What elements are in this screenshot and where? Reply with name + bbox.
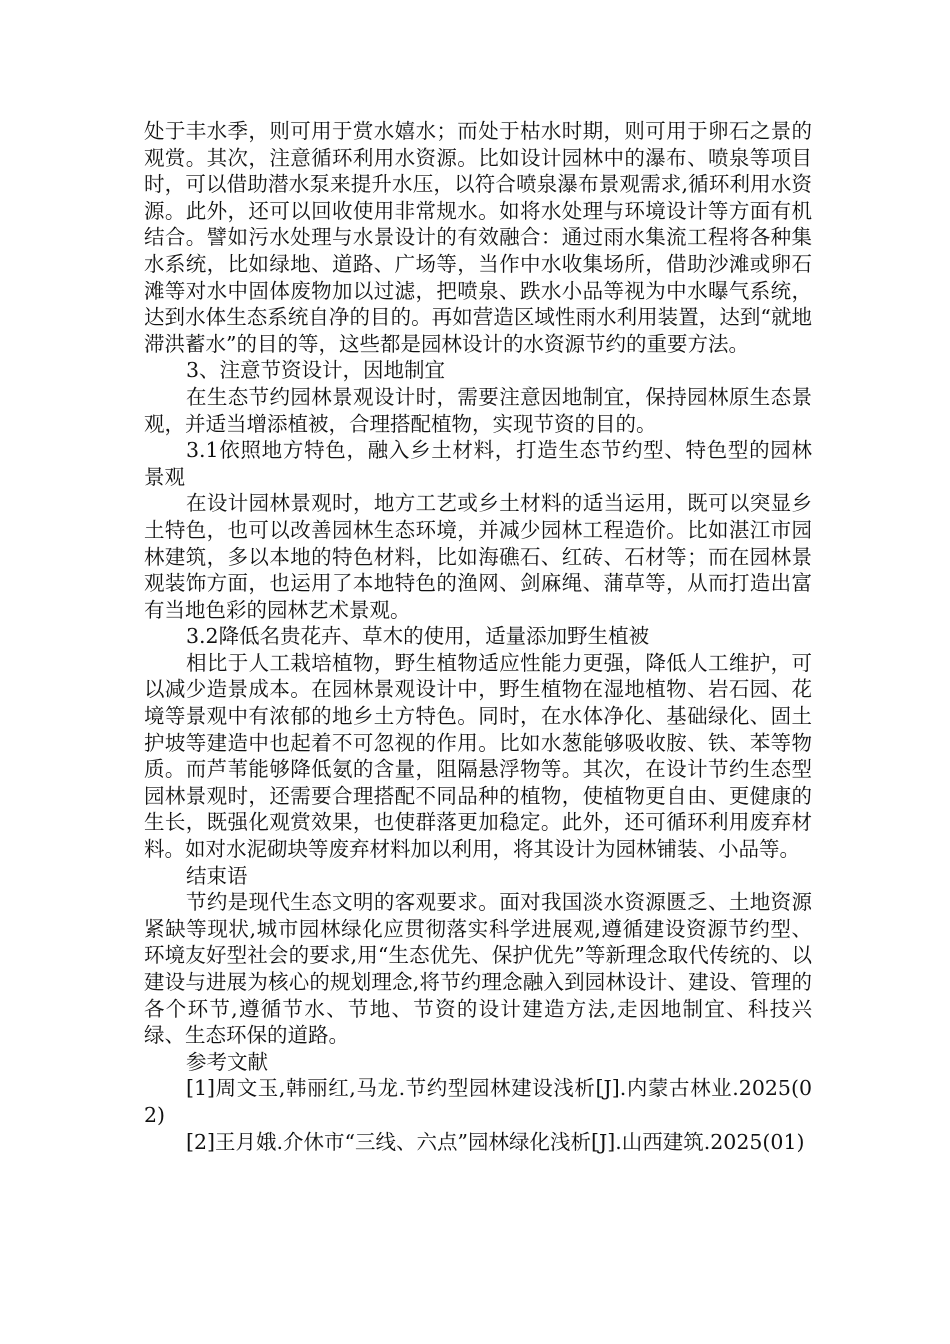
body-paragraph-water-reuse: 处于丰水季，则可用于赏水嬉水；而处于枯水时期，则可用于卵石之景的观赏。其次，注意循环利用水资源。比如设计园林中的瀑布、喷泉等项目时，可以借助潜水泵来提升水压，以符合喷泉瀑布景观需求,循环利用水资源。此外，还可以回收使用非常规水。如将水处理与环境设计等方面有机结合。譬如污水处理与水景设计的有效融合：通过雨水集流工程将各种集水系统，比如绿地、道路、广场等，当作中水收集场所，借助沙滩或卵石滩等对水中固体废物加以过滤，把喷泉、跌水小品等视为中水曝气系统，达到水体生态系统自净的目的。再如营造区域性雨水利用装置，达到“就地滞洪蓄水”的目的等，这些都是园林设计的水资源节约的重要方法。 <box>144 119 812 356</box>
section-heading-3-2: 3.2降低名贵花卉、草木的使用，适量添加野生植被 <box>186 624 650 649</box>
section-heading-3-1: 3.1依照地方特色，融入乡土材料，打造生态节约型、特色型的园林景观 <box>144 438 812 489</box>
section-heading-3: 3、注意节资设计，因地制宜 <box>186 358 446 383</box>
conclusion-paragraph: 节约是现代生态文明的客观要求。面对我国淡水资源匮乏、土地资源紧缺等现状,城市园林绿化应贯彻落实科学进展观,遵循建设资源节约型、环境友好型社会的要求,用“生态优先、保护优先”等新理念取代传统的、以建设与进展为核心的规划理念,将节约理念融入到园林设计、建设、管理的各个环节,遵循节水、节地、节资的设计建造方法,走因地制宜、科技兴绿、生态环保的道路。 <box>144 890 812 1048</box>
body-paragraph-3-1: 在设计园林景观时，地方工艺或乡土材料的适当运用，既可以突显乡土特色，也可以改善园林生态环境，并减少园林工程造价。比如湛江市园林建筑，多以本地的特色材料，比如海礁石、红砖、石材等；而在园林景观装饰方面，也运用了本地特色的渔网、剑麻绳、蒲草等，从而打造出富有当地色彩的园林艺术景观。 <box>144 491 812 622</box>
body-paragraph-3-intro: 在生态节约园林景观设计时，需要注意因地制宜，保持园林原生态景观，并适当增添植被，合理搭配植物，实现节资的目的。 <box>144 384 812 436</box>
reference-item-2: [2]王月娥.介休市“三线、六点”园林绿化浅析[J].山西建筑.2025(01) <box>186 1129 805 1154</box>
body-paragraph-3-2: 相比于人工栽培植物，野生植物适应性能力更强，降低人工维护，可以减少造景成本。在园林景观设计中，野生植物在湿地植物、岩石园、花境等景观中有浓郁的地乡土方特色。同时，在水体净化、基础绿化、固土护坡等建造中也起着不可忽视的作用。比如水葱能够吸收胺、铁、苯等物质。而芦苇能够降低氨的含量，阻隔悬浮物等。其次，在设计节约生态型园林景观时，还需要合理搭配不同品种的植物，使植物更自由、更健康的生长，既强化观赏效果，也使群落更加稳定。此外，还可循环利用废弃材料。如对水泥砌块等废弃材料加以利用，将其设计为园林铺装、小品等。 <box>144 650 812 862</box>
conclusion-heading: 结束语 <box>186 863 248 888</box>
reference-item-1: [1]周文玉,韩丽红,马龙.节约型园林建设浅析[J].内蒙古林业.2025(02) <box>144 1076 812 1127</box>
document-page <box>144 118 812 1155</box>
references-heading: 参考文献 <box>186 1049 268 1074</box>
